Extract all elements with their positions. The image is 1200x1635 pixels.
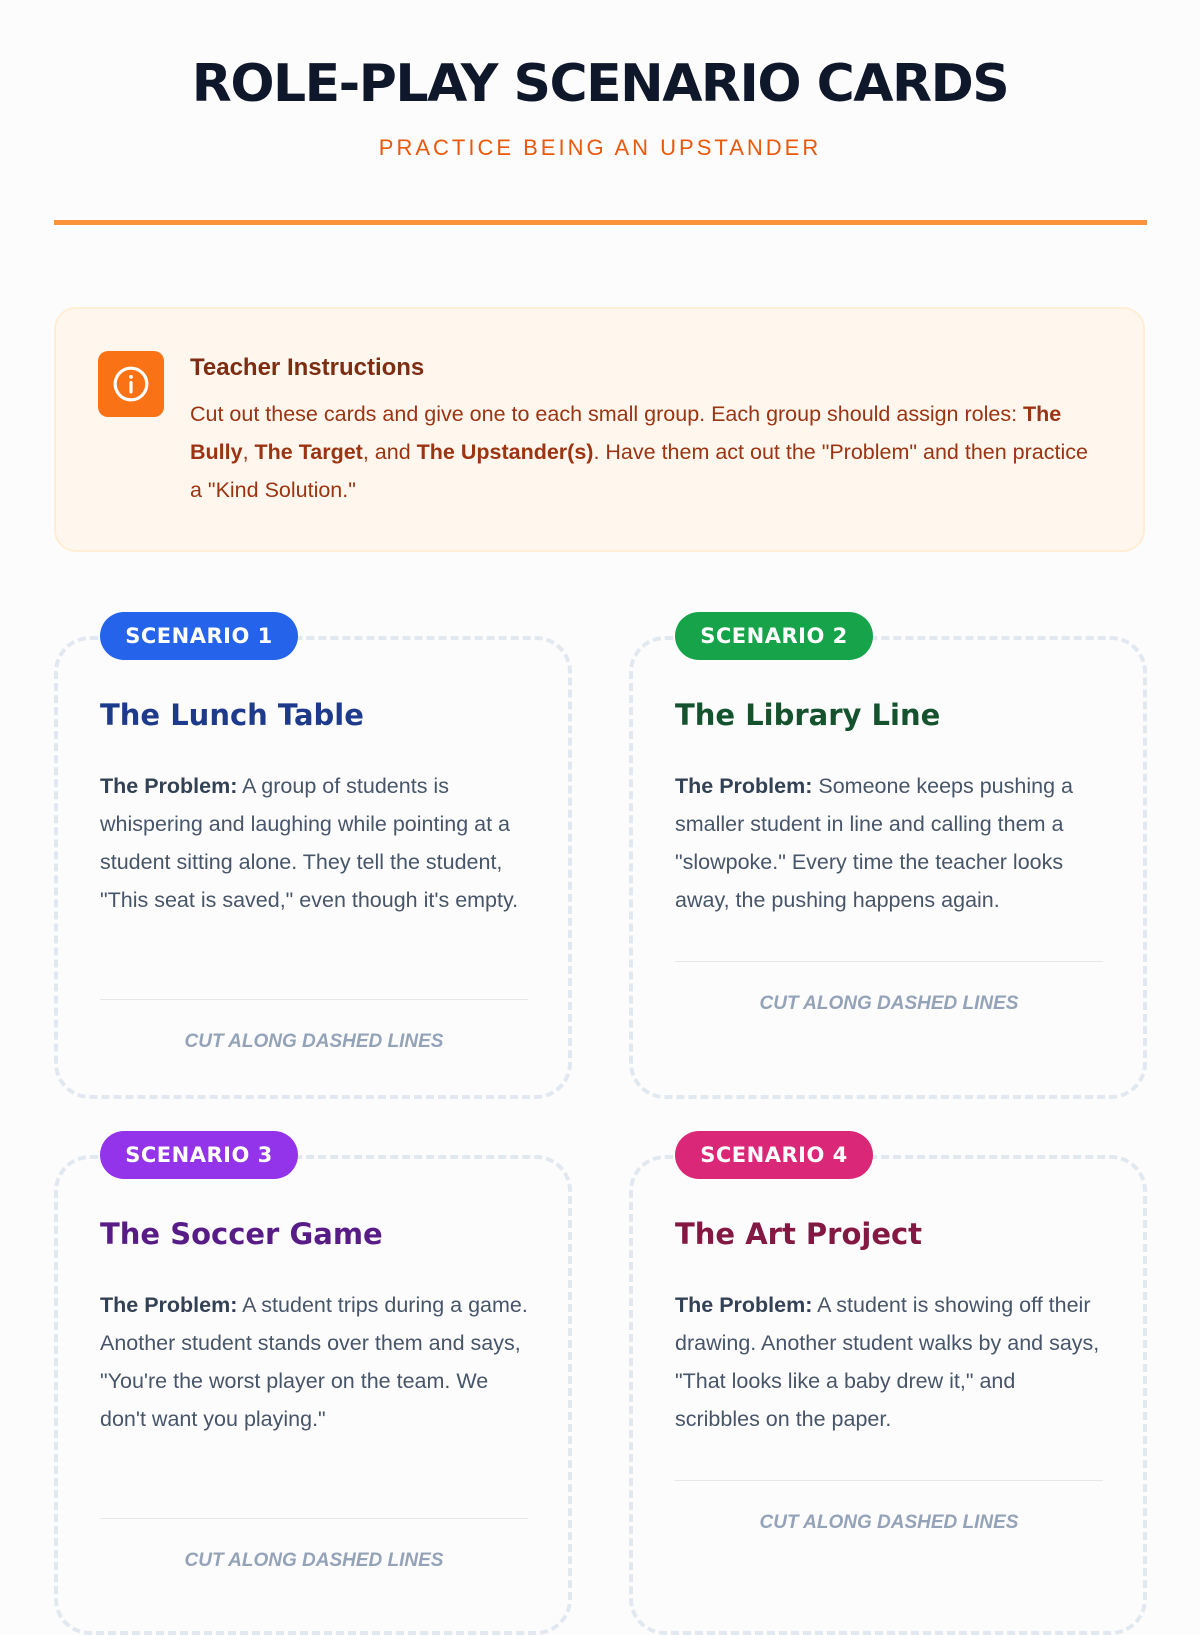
scenario-card-3 (54, 1143, 572, 1635)
cut-instruction: CUT ALONG DASHED LINES (759, 993, 1019, 1014)
header-divider (54, 220, 1147, 225)
scenario-title: The Art Project (675, 1217, 923, 1251)
cut-instruction: CUT ALONG DASHED LINES (759, 1512, 1019, 1533)
scenario-badge: SCENARIO 4 (675, 1131, 873, 1179)
problem-text: Someone keeps pushing a smaller student in line and calling them a "slowpoke." Every time the teacher looks away, the pushing happens again. (675, 774, 1073, 912)
instructions-text: Cut out these cards and give one to each small group. Each group should assign roles: The Bully, The Target, and The Upstander(s). Have them act out the "Problem" and then practice a "Kind Solution." (190, 402, 1088, 502)
role-target: The Target (254, 440, 363, 464)
scenario-card-1 (54, 624, 572, 1099)
instructions-heading: Teacher Instructions (190, 354, 425, 381)
scenario-title: The Library Line (675, 698, 941, 732)
scenario-problem (100, 767, 530, 919)
role-upstander: The Upstander(s) (416, 440, 594, 464)
problem-text: A student trips during a game. Another student stands over them and says, "You're the worst player on the team. We don't want you playing." (100, 1293, 528, 1431)
cut-instruction: CUT ALONG DASHED LINES (184, 1550, 444, 1571)
problem-label: The Problem: (100, 1293, 238, 1317)
role-bully: The Bully (190, 402, 1062, 464)
problem-label: The Problem: (675, 774, 813, 798)
page-subtitle: PRACTICE BEING AN UPSTANDER (378, 135, 822, 160)
scenario-title: The Soccer Game (100, 1217, 383, 1251)
scenario-card-2 (629, 624, 1147, 1099)
problem-label: The Problem: (100, 774, 238, 798)
scenario-card-4 (629, 1143, 1147, 1635)
info-icon (98, 351, 164, 417)
problem-text: A student is showing off their drawing. Another student walks by and says, "That looks like a baby drew it," and scribbles on the paper. (675, 1293, 1100, 1431)
card-divider (100, 1518, 528, 1519)
cut-instruction: CUT ALONG DASHED LINES (184, 1031, 444, 1052)
teacher-instructions-box (54, 307, 1145, 552)
scenario-problem (675, 1286, 1105, 1438)
card-divider (100, 999, 528, 1000)
scenario-badge: SCENARIO 3 (100, 1131, 298, 1179)
problem-text: A group of students is whispering and laughing while pointing at a student sitting alone. They tell the student, "This seat is saved," even though it's empty. (100, 774, 519, 912)
page-title: ROLE-PLAY SCENARIO CARDS (191, 54, 1009, 114)
card-divider (675, 1480, 1103, 1481)
scenario-title: The Lunch Table (100, 698, 364, 732)
card-divider (675, 961, 1103, 962)
problem-label: The Problem: (675, 1293, 813, 1317)
scenario-badge: SCENARIO 1 (100, 612, 298, 660)
scenario-problem (100, 1286, 530, 1438)
scenario-problem (675, 767, 1105, 919)
scenario-badge: SCENARIO 2 (675, 612, 873, 660)
